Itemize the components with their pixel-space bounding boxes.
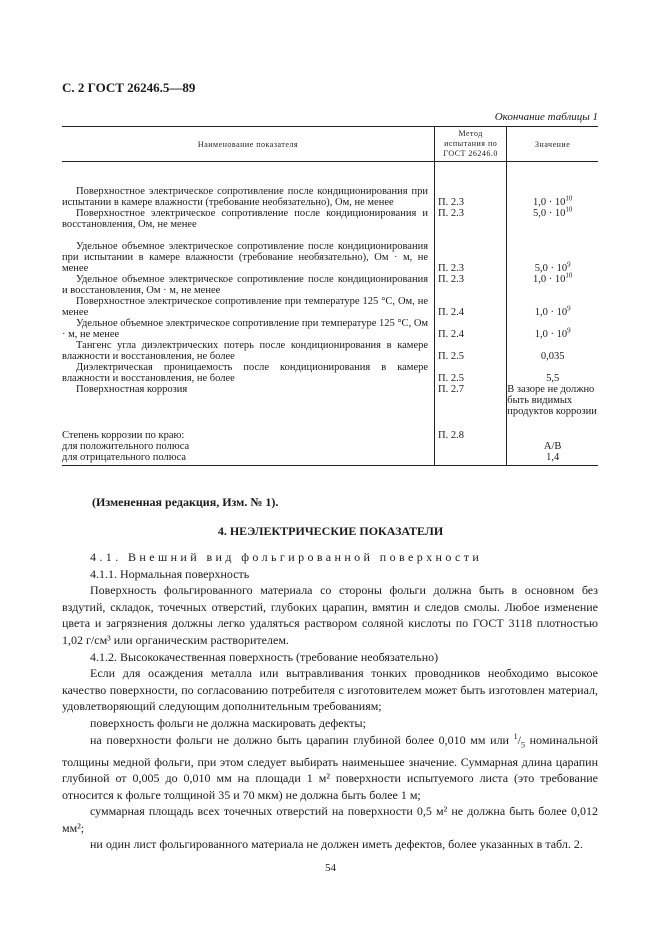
column-header-value: Значение [507,127,598,162]
table-row [62,430,598,441]
page-header: С. 2 ГОСТ 26246.5—89 [62,80,196,95]
row-name: Удельное объемное электрическое сопротивление при температуре 125 °С, Ом · м, не менее [62,317,429,340]
requirement-item: поверхность фольги не должна маскировать дефекты; [90,715,366,730]
row-method: П. 2.3 [435,162,507,208]
table-row [62,274,598,296]
table-row [62,340,598,362]
row-value: 5,5 [546,372,560,384]
row-method: П. 2.4 [435,318,507,340]
row-value: $1,0 \cdot 10^{10}$ [532,194,573,208]
row-value: $5,0 \cdot 10^{10}$ [532,205,573,219]
corrosion-method: П. 2.8 [435,430,507,441]
row-method: П. 2.5 [435,340,507,362]
table-row [62,208,598,230]
paragraph-4-1-1-title: 4.1.1. Нормальная поверхность [90,566,250,581]
corrosion-positive-value: А/В [543,440,562,452]
requirement-item: ни один лист фольгированного материала не должен иметь дефектов, более указанных в табл. 2. [90,837,583,852]
table-caption: Окончание таблицы 1 [494,111,598,123]
corrosion-negative-value: 1,4 [507,452,598,466]
table-row [62,452,598,466]
row-name: Тангенс угла диэлектрических потерь после кондиционирования в камере влажности и восстановления, не более [62,339,429,362]
row-method: П. 2.3 [435,230,507,274]
paragraph-4-1-title: 4.1. Внешний вид фольгированной поверхности [90,550,483,564]
row-method: П. 2.7 [435,384,507,430]
row-value: $5,0 \cdot 10^9$ [534,260,571,274]
edit-note: (Измененная редакция, Изм. № 1). [92,495,279,509]
body-text [62,549,598,853]
row-value: $1,0 \cdot 10^9$ [534,326,571,340]
corrosion-positive-label: для положительного полюса [62,440,190,452]
indicators-table [62,126,598,466]
row-name: Поверхностное электрическое сопротивление после кондиционирования при испытании в камере влажности (требование необязательно), Ом, не менее [62,185,429,208]
row-name: Поверхностная коррозия [76,383,188,395]
table-row [62,362,598,384]
paragraph-4-1-2-text: Если для осаждения металла или вытравливания тонких проводников необходимо высокое качество поверхности, по согласованию потребителя с изготовителем может быть изготовлен материал, удовлетворяющий следующим дополнительным требованиям; [62,666,598,714]
table-row [62,441,598,452]
table-row [62,384,598,430]
row-method: П. 2.5 [435,362,507,384]
column-header-name: Наименование показателя [62,127,435,162]
row-value: 0,035 [540,350,565,362]
section-title: 4. НЕЭЛЕКТРИЧЕСКИЕ ПОКАЗАТЕЛИ [217,524,444,538]
requirement-item: суммарная площадь всех точечных отверстий на поверхности 0,5 м² не должна быть более 0,012 мм²; [62,804,598,835]
row-method: П. 2.4 [435,296,507,318]
table-row [62,162,598,208]
row-name: Диэлектрическая проницаемость после кондиционирования в камере влажности и восстановления, не более [62,361,429,384]
table-header-row [62,127,598,162]
table-row [62,318,598,340]
paragraph-4-1-2-title: 4.1.2. Высококачественная поверхность (требование необязательно) [90,649,439,664]
corrosion-negative-label: для отрицательного полюса [62,452,435,466]
row-value: $1,0 \cdot 10^{10}$ [532,271,573,285]
row-value: В зазоре не должно быть видимых продуктов коррозии [507,383,597,417]
row-method: П. 2.3 [435,208,507,230]
row-method: П. 2.3 [435,274,507,296]
row-name: Удельное объемное электрическое сопротивление после кондиционирования при испытании в камере влажности (требование необязательно), Ом · м, не менее [62,240,429,274]
table-row [62,296,598,318]
table-row [62,230,598,274]
corrosion-title: Степень коррозии по краю: [62,429,185,441]
column-header-method: Метод испытания по ГОСТ 26246.0 [435,127,507,162]
row-value: $1,0 \cdot 10^9$ [534,304,571,318]
row-name: Поверхностное электрическое сопротивление после кондиционирования и восстановления, Ом, не менее [62,207,429,230]
page-number: 54 [325,862,336,874]
row-name: Поверхностное электрическое сопротивление при температуре 125 °С, Ом, не менее [62,295,429,318]
paragraph-4-1-1-text: Поверхность фольгированного материала со стороны фольги должна быть в основном без вздутий, складок, точечных отверстий, глубоких царапин, вмятин и следов смолы. Любое изменение цвета и загрязнения должны легко удаляться раствором соляной кислоты по ГОСТ 3118 плотностью 1,02 г/см³ или органическим растворителем. [62,583,598,647]
row-name: Удельное объемное электрическое сопротивление после кондиционирования и восстановления, Ом · м, не менее [62,273,429,296]
requirement-item: на поверхности фольги не должно быть царапин глубиной более 0,010 мм или $^1/_5$ номинальной толщины медной фольги, при этом следует выбирать наименьшее значение. Суммарная длина царапин глубиной от 0,005 до 0,010 мм на площади 1 м² поверхности испытуемого листа (это требование относится к фольге толщиной 35 и 70 мкм) не должна быть более 1 м; [62,731,599,802]
